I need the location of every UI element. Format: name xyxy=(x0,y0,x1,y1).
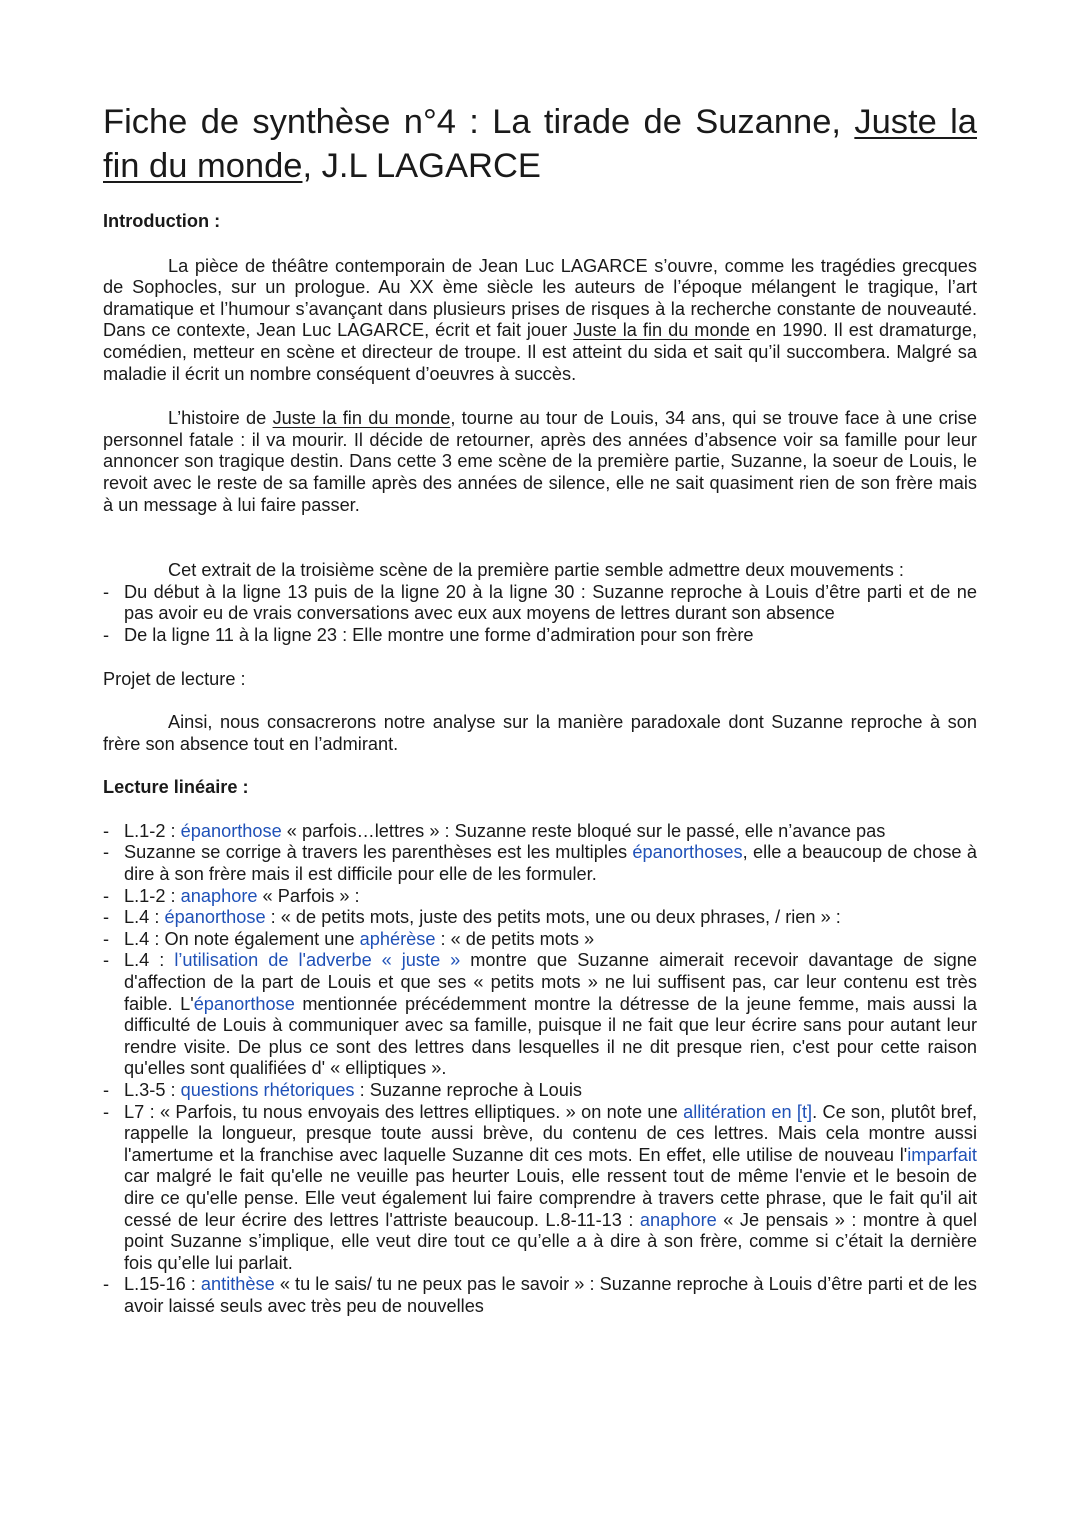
list-item: - L.4 : l’utilisation de l'adverbe « juste » montre que Suzanne aimerait recevoir davantage de signe d'affection de la part de Louis et que ses « petits mots » ne lui suffisent pas, car leur contenu est très faible. L'épanorthose mentionnée précédemment montre la détresse de la jeune femme, mais aussi la difficulté de Louis à communiquer avec sa famille, puisque il ne fait que leur écrire sans pour autant leur rendre visite. De plus ce sont des lettres dans lesquelles il ne dit presque rien, c'est pour cette raison qu'elles sont qualifiées d' « elliptiques ». xyxy=(103,950,977,1080)
figure-term: imparfait xyxy=(907,1144,977,1165)
title-part1: Fiche de synthèse n°4 : La tirade de Suzanne, xyxy=(103,103,855,141)
lecture-heading: Lecture linéaire : xyxy=(103,777,249,798)
para1-text-b: en 1990. Il est dramaturge, comédien, metteur en scène et directeur de troupe. Il est atteint du sida et sait qu’il succombera. Malgré sa maladie il écrit un nombre conséquent d’oeuvres à succès. xyxy=(103,320,978,384)
projet-heading: Projet de lecture : xyxy=(103,668,246,689)
figure-term: épanorthose xyxy=(164,907,266,928)
list-item: - L.1-2 : anaphore « Parfois » : xyxy=(103,886,977,908)
para1-text-a: La pièce de théâtre contemporain de Jean Luc LAGARCE s’ouvre, comme les tragédies grecques de Sophocles, sur un prologue. Au XX ème siècle les auteurs de l’époque mélangent le tragique, l’art dramatique et l’humour s’avançant dans plusieurs prises de risques à la recherche constante de nouveauté. Dans ce contexte, Jean Luc LAGARCE, écrit et fait jouer xyxy=(103,255,977,341)
figure-term: épanorthose xyxy=(180,820,282,841)
list-item: - Du début à la ligne 13 puis de la ligne 20 à la ligne 30 : Suzanne reproche à Louis d’être parti et de ne pas avoir eu de vrais conversations avec eux aux moyens de lettres durant son absence xyxy=(103,582,977,625)
para2-text-b: , tourne au tour de Louis, 34 ans, qui se trouve face à une crise personnel fatale : il va mourir. Il décide de retourner, après des années d’absence voir sa famille pour leur annoncer son tragique destin. Dans cette 3 eme scène de la première partie, Suzanne, la soeur de Louis, le revoit avec le reste de sa famille après des années de silence, elle ne sait quasiment rien de son frère mais à un message à lui faire passer. xyxy=(103,408,977,515)
figure-term: aphérèse xyxy=(359,928,436,949)
figure-term: l’utilisation de l'adverbe « juste » xyxy=(174,950,461,971)
list-item: - L7 : « Parfois, tu nous envoyais des lettres elliptiques. » on note une allitération en [t]. Ce son, plutôt bref, rappelle la longueur, presque toute aussi brève, du contenu de ces lettres. Mais cela montre aussi l'amertume et la franchise avec laquelle Suzanne dit ces mots. En effet, elle utilise de nouveau l'imparfait car malgré le fait qu'elle ne veuille pas heurter Louis, elle ressent tout de même l'envie et le besoin de dire ce qu'elle pense. Elle veut également lui faire comprendre à travers cette phrase, que le fait qu'il ait cessé de leur écrire des lettres l'attriste beaucoup. L.8-11-13 : anaphore « Je pensais » : montre à quel point Suzanne s’implique, elle veut dire tout ce qu’elle a à dire à son frère, comme si c’était la dernière fois qu’elle lui parlait. xyxy=(103,1102,977,1275)
list-item: - De la ligne 11 à la ligne 23 : Elle montre une forme d’admiration pour son frère xyxy=(103,625,977,647)
list-item: - L.1-2 : épanorthose « parfois…lettres » : Suzanne reste bloqué sur le passé, elle n’avance pas xyxy=(103,821,977,843)
title-book: Juste la fin du monde xyxy=(103,103,977,185)
document-title xyxy=(103,100,977,188)
list-item: - L.4 : épanorthose : « de petits mots, juste des petits mots, une ou deux phrases, / rien » : xyxy=(103,907,977,929)
figure-term: antithèse xyxy=(200,1274,275,1295)
list-item: - L.15-16 : antithèse « tu le sais/ tu ne peux pas le savoir » : Suzanne reproche à Louis d’être parti et de les avoir laissé seuls avec très peu de nouvelles xyxy=(103,1274,977,1317)
projet-paragraph: Ainsi, nous consacrerons notre analyse sur la manière paradoxale dont Suzanne reproche à son frère son absence tout en l’admirant. xyxy=(103,712,977,754)
para2-text-a: L’histoire de xyxy=(168,408,273,429)
figure-term: anaphore xyxy=(639,1209,717,1230)
intro-paragraph-3: Cet extrait de la troisième scène de la première partie semble admettre deux mouvements : xyxy=(168,560,904,581)
list-item: - L.3-5 : questions rhétoriques : Suzanne reproche à Louis xyxy=(103,1080,977,1102)
figure-term: questions rhétoriques xyxy=(180,1080,355,1100)
figure-term: épanorthoses xyxy=(632,842,743,863)
list-item: - Suzanne se corrige à travers les parenthèses est les multiples épanorthoses, elle a beaucoup de chose à dire à son frère mais il est difficile pour elle de les formuler. xyxy=(103,842,977,885)
movements-list xyxy=(103,582,977,647)
intro-paragraph-1 xyxy=(103,256,977,386)
para2-book-title: Juste la fin du monde xyxy=(272,408,451,429)
figure-term: anaphore xyxy=(180,885,258,906)
introduction-heading: Introduction : xyxy=(103,211,221,231)
para1-book-title: Juste la fin du monde xyxy=(573,320,750,341)
figure-term: allitération en [t] xyxy=(683,1101,813,1122)
title-part2: , J.L LAGARCE xyxy=(302,147,541,185)
intro-paragraph-2 xyxy=(103,408,977,516)
lecture-list xyxy=(103,821,977,1318)
figure-term: épanorthose xyxy=(193,993,295,1014)
document-page xyxy=(103,100,977,1318)
list-item: - L.4 : On note également une aphérèse : « de petits mots » xyxy=(103,929,977,951)
